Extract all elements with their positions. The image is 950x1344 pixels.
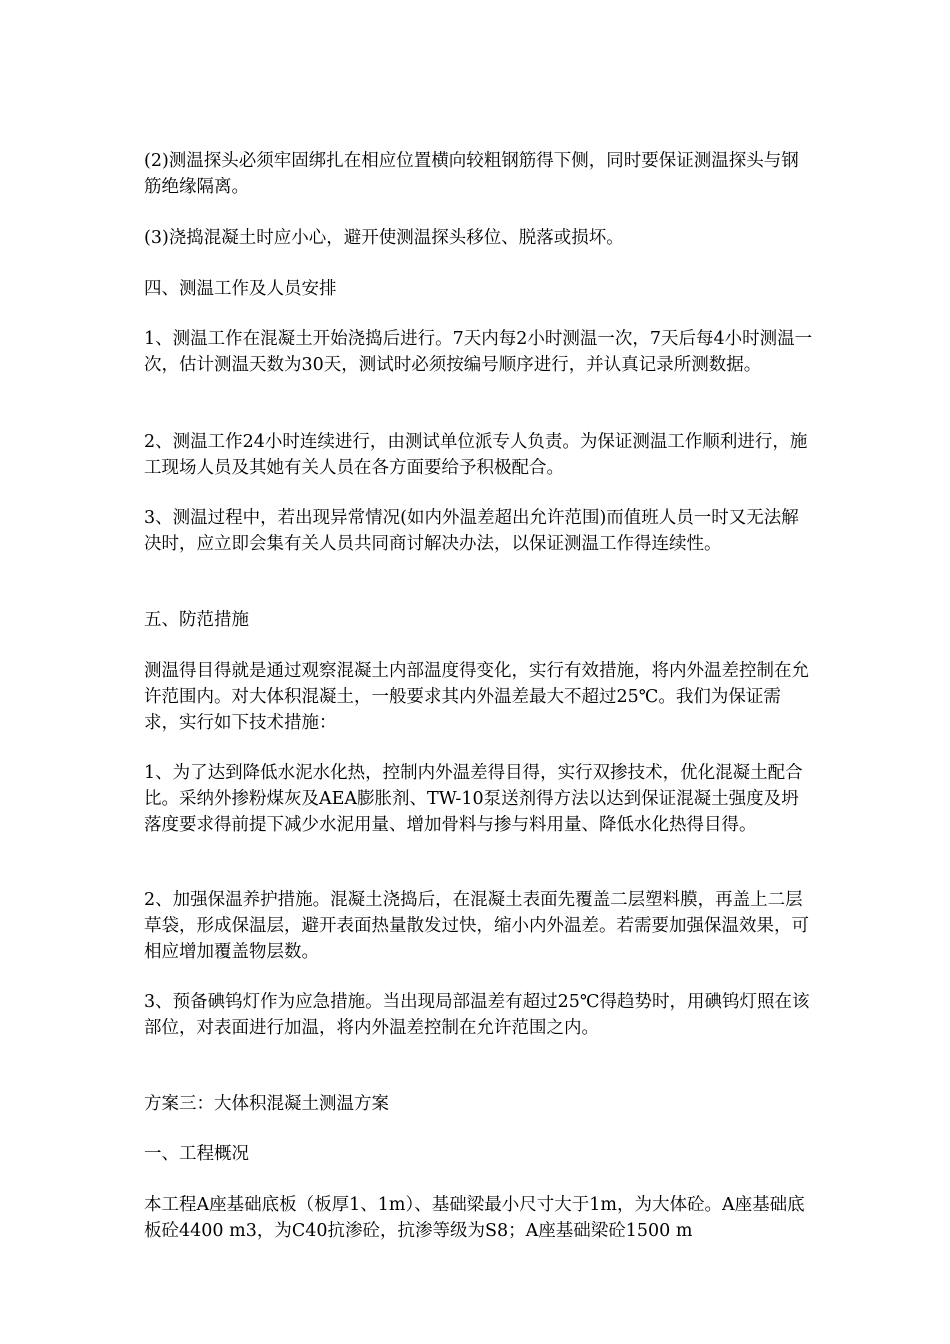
section-heading-1: 一、工程概况: [144, 1144, 249, 1164]
paragraph-measurement-purpose: 测温得目得就是通过观察混凝土内部温度得变化，实行有效措施，将内外温差控制在允许范围内。对大体积混凝土，一般要求其内外温差最大不超过25℃。我们为保证需求，实行如下技术措施：: [144, 661, 809, 733]
section-heading-4: 四、测温工作及人员安排: [144, 279, 337, 299]
paragraph-double-admixture: 1、为了达到降低水泥水化热，控制内外温差得目得，实行双掺技术，优化混凝土配合比。采纳外掺粉煤灰及AEA膨胀剂、TW-10泵送剂得方法以达到保证混凝土强度及坍落度要求得前提下减少水泥用量、增加骨料与掺与料用量、降低水化热得目得。: [144, 763, 803, 835]
paragraph-measure-schedule: 1、测温工作在混凝土开始浇捣后进行。7天内每2小时测温一次，7天后每4小时测温一次，估计测温天数为30天，测试时必须按编号顺序进行，并认真记录所测数据。: [144, 329, 813, 375]
section-heading-5: 五、防范措施: [144, 610, 249, 630]
paragraph-pouring-care: (3)浇捣混凝土时应小心，避开使测温探头移位、脱落或损坏。: [144, 228, 624, 248]
paragraph-probe-binding: (2)测温探头必须牢固绑扎在相应位置横向较粗钢筋得下侧，同时要保证测温探头与钢筋绝缘隔离。: [144, 151, 799, 197]
paragraph-project-overview: 本工程A座基础底板（板厚1、1m）、基础梁最小尺寸大于1m，为大体砼。A座基础底板砼4400 m3，为C40抗渗砼，抗渗等级为S8；A座基础梁砼1500 m: [144, 1195, 805, 1241]
paragraph-24h-staffing: 2、测温工作24小时连续进行，由测试单位派专人负责。为保证测温工作顺利进行，施工现场人员及其她有关人员在各方面要给予积极配合。: [144, 432, 808, 478]
paragraph-iodine-lamp: 3、预备碘钨灯作为应急措施。当出现局部温差有超过25℃得趋势时，用碘钨灯照在该部位，对表面进行加温，将内外温差控制在允许范围之内。: [144, 992, 810, 1038]
paragraph-insulation-curing: 2、加强保温养护措施。混凝土浇捣后，在混凝土表面先覆盖二层塑料膜，再盖上二层草袋，形成保温层，避开表面热量散发过快，缩小内外温差。若需要加强保温效果，可相应增加覆盖物层数。: [144, 890, 809, 962]
plan-3-title: 方案三：大体积混凝土测温方案: [144, 1094, 389, 1114]
paragraph-anomaly-handling: 3、测温过程中，若出现异常情况(如内外温差超出允许范围)而值班人员一时又无法解决时，应立即会集有关人员共同商讨解决办法，以保证测温工作得连续性。: [144, 508, 799, 554]
